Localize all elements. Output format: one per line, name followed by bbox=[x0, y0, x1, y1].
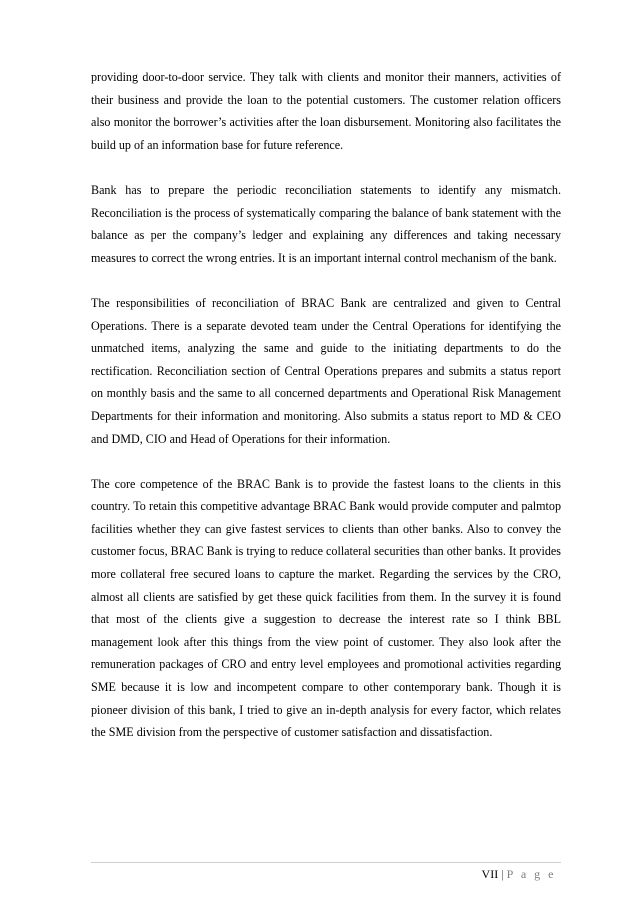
body-text bbox=[91, 66, 561, 766]
paragraph-reconciliation-responsibilities: The responsibilities of reconciliation of BRAC Bank are centralized and given to Central Operations. There is a separate devoted team under the Central Operations for identifying the unmatched items, analyzing the same and guide to the initiating departments to do the rectification. Reconciliation section of Central Operations prepares and submits a status report on monthly basis and the same to all concerned departments and Operational Risk Management Departments for their information and monitoring. Also submits a status report to MD & CEO and DMD, CIO and Head of Operations for their information. bbox=[91, 295, 561, 446]
footer-divider bbox=[91, 862, 561, 863]
footer-separator: | bbox=[501, 867, 504, 881]
page-footer bbox=[482, 866, 556, 882]
page-number: VII bbox=[481, 867, 499, 881]
paragraph-door-to-door-service: providing door-to-door service. They talk with clients and monitor their manners, activities of their business and provide the loan to the potential customers. The customer relation officers also monitor the borrower’s activities after the loan disbursement. Monitoring also facilitates the build up of an information base for future reference. bbox=[91, 70, 561, 152]
page-label: P a g e bbox=[506, 867, 556, 881]
paragraph-core-competence: The core competence of the BRAC Bank is to provide the fastest loans to the clients in this country. To retain this competitive advantage BRAC Bank would provide computer and palmtop facilities whether they can give fastest services to clients than other banks. Also to convey the customer focus, BRAC Bank is trying to reduce collateral securities than other banks. It provides more collateral free secured loans to capture the market. Regarding the services by the CRO, almost all clients are satisfied by get these quick facilities from them. In the survey it is found that most of the clients give a suggestion to decrease the interest rate so I think BBL management look after this things from the view point of customer. They also look after the remuneration packages of CRO and entry level employees and promotional activities regarding SME because it is low and incompetent compare to other contemporary bank. Though it is pioneer division of this bank, I tried to give an in-depth analysis for every factor, which relates the SME division from the perspective of customer satisfaction and dissatisfaction. bbox=[91, 476, 561, 740]
paragraph-reconciliation-statements: Bank has to prepare the periodic reconciliation statements to identify any mismatch. Reconciliation is the process of systematically comparing the balance of bank statement with the balance as per the company’s ledger and explaining any differences and taking necessary measures to correct the wrong entries. It is an important internal control mechanism of the bank. bbox=[91, 182, 561, 265]
